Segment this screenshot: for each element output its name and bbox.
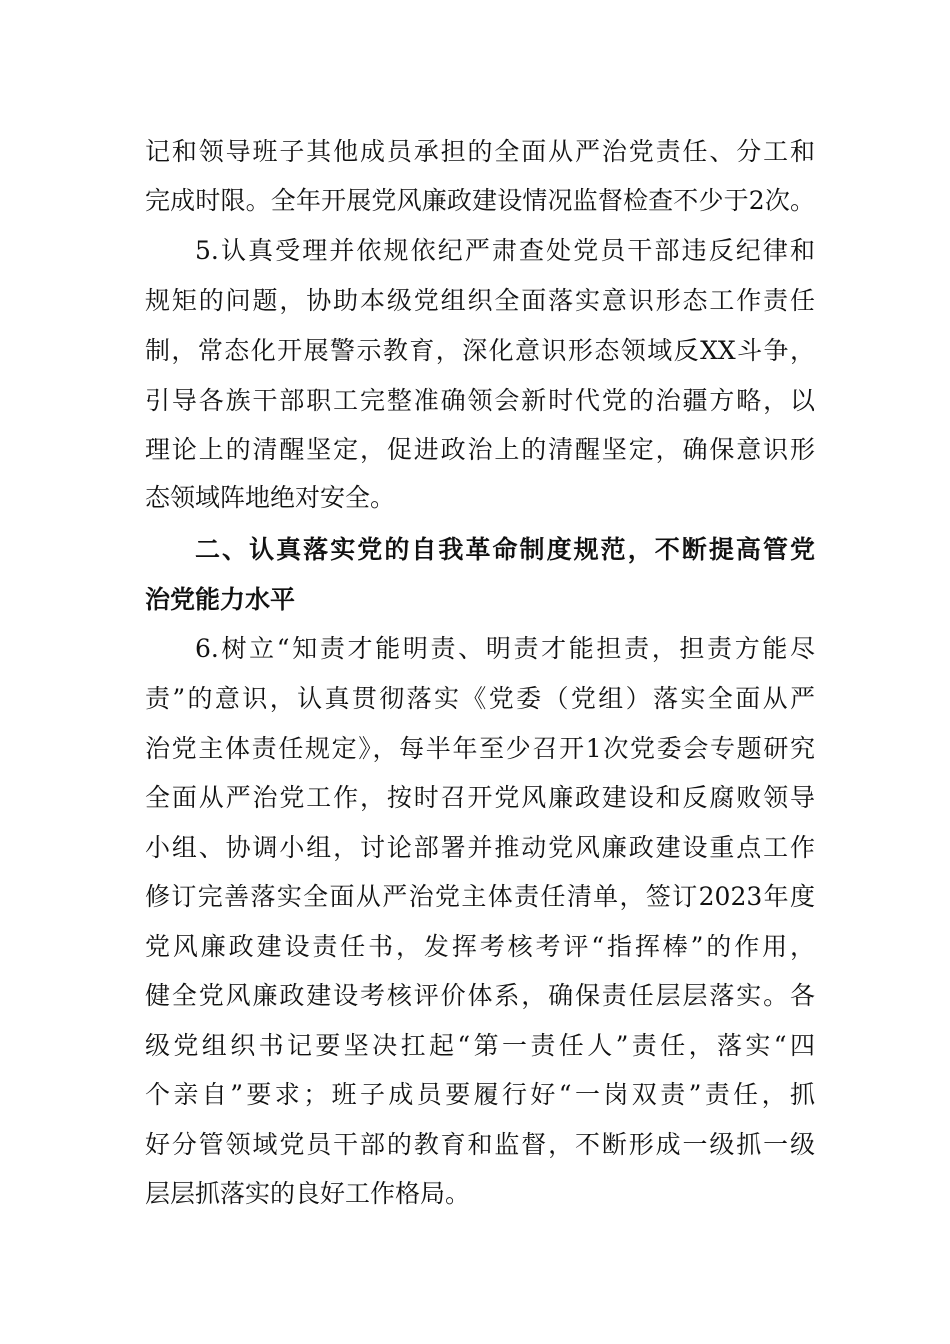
section-heading-continued: 治党能力水平	[145, 585, 296, 614]
text-line: 记和领导班子其他成员承担的全面从严治党责任、分工和	[145, 137, 815, 166]
text-line: 治党主体责任规定》，每半年至少召开1次党委会专题研究	[145, 734, 815, 763]
text-line: 制，常态化开展警示教育，深化意识形态领域反XX斗争，	[145, 336, 815, 365]
text-line: 理论上的清醒坚定，促进政治上的清醒坚定，确保意识形	[145, 435, 815, 464]
section-heading: 二、认真落实党的自我革命制度规范，不断提高管党	[195, 535, 815, 564]
text-line: 级党组织书记要坚决扛起“第一责任人”责任，落实“四	[145, 1031, 815, 1060]
paragraph-5-start: 5.认真受理并依规依纪严肃查处党员干部违反纪律和	[195, 236, 815, 265]
text-line: 完成时限。全年开展党风廉政建设情况监督检查不少于2次。	[145, 186, 815, 215]
text-line: 个亲自”要求；班子成员要履行好“一岗双责”责任，抓	[145, 1080, 815, 1109]
paragraph-6-start: 6.树立“知责才能明责、明责才能担责，担责方能尽	[195, 634, 815, 663]
text-line: 责”的意识，认真贯彻落实《党委（党组）落实全面从严	[145, 684, 815, 713]
text-line: 小组、协调小组，讨论部署并推动党风廉政建设重点工作	[145, 833, 815, 862]
text-line: 层层抓落实的良好工作格局。	[145, 1179, 471, 1208]
text-line: 党风廉政建设责任书，发挥考核考评“指挥棒”的作用，	[145, 932, 815, 961]
text-line: 态领域阵地绝对安全。	[145, 483, 396, 512]
text-line: 健全党风廉政建设考核评价体系，确保责任层层落实。各	[145, 981, 815, 1010]
text-line: 规矩的问题，协助本级党组织全面落实意识形态工作责任	[145, 286, 815, 315]
text-line: 引导各族干部职工完整准确领会新时代党的治疆方略，以	[145, 386, 815, 415]
text-line: 好分管领域党员干部的教育和监督，不断形成一级抓一级	[145, 1130, 815, 1159]
text-line: 修订完善落实全面从严治党主体责任清单，签订2023年度	[145, 882, 815, 911]
text-line: 全面从严治党工作，按时召开党风廉政建设和反腐败领导	[145, 783, 815, 812]
